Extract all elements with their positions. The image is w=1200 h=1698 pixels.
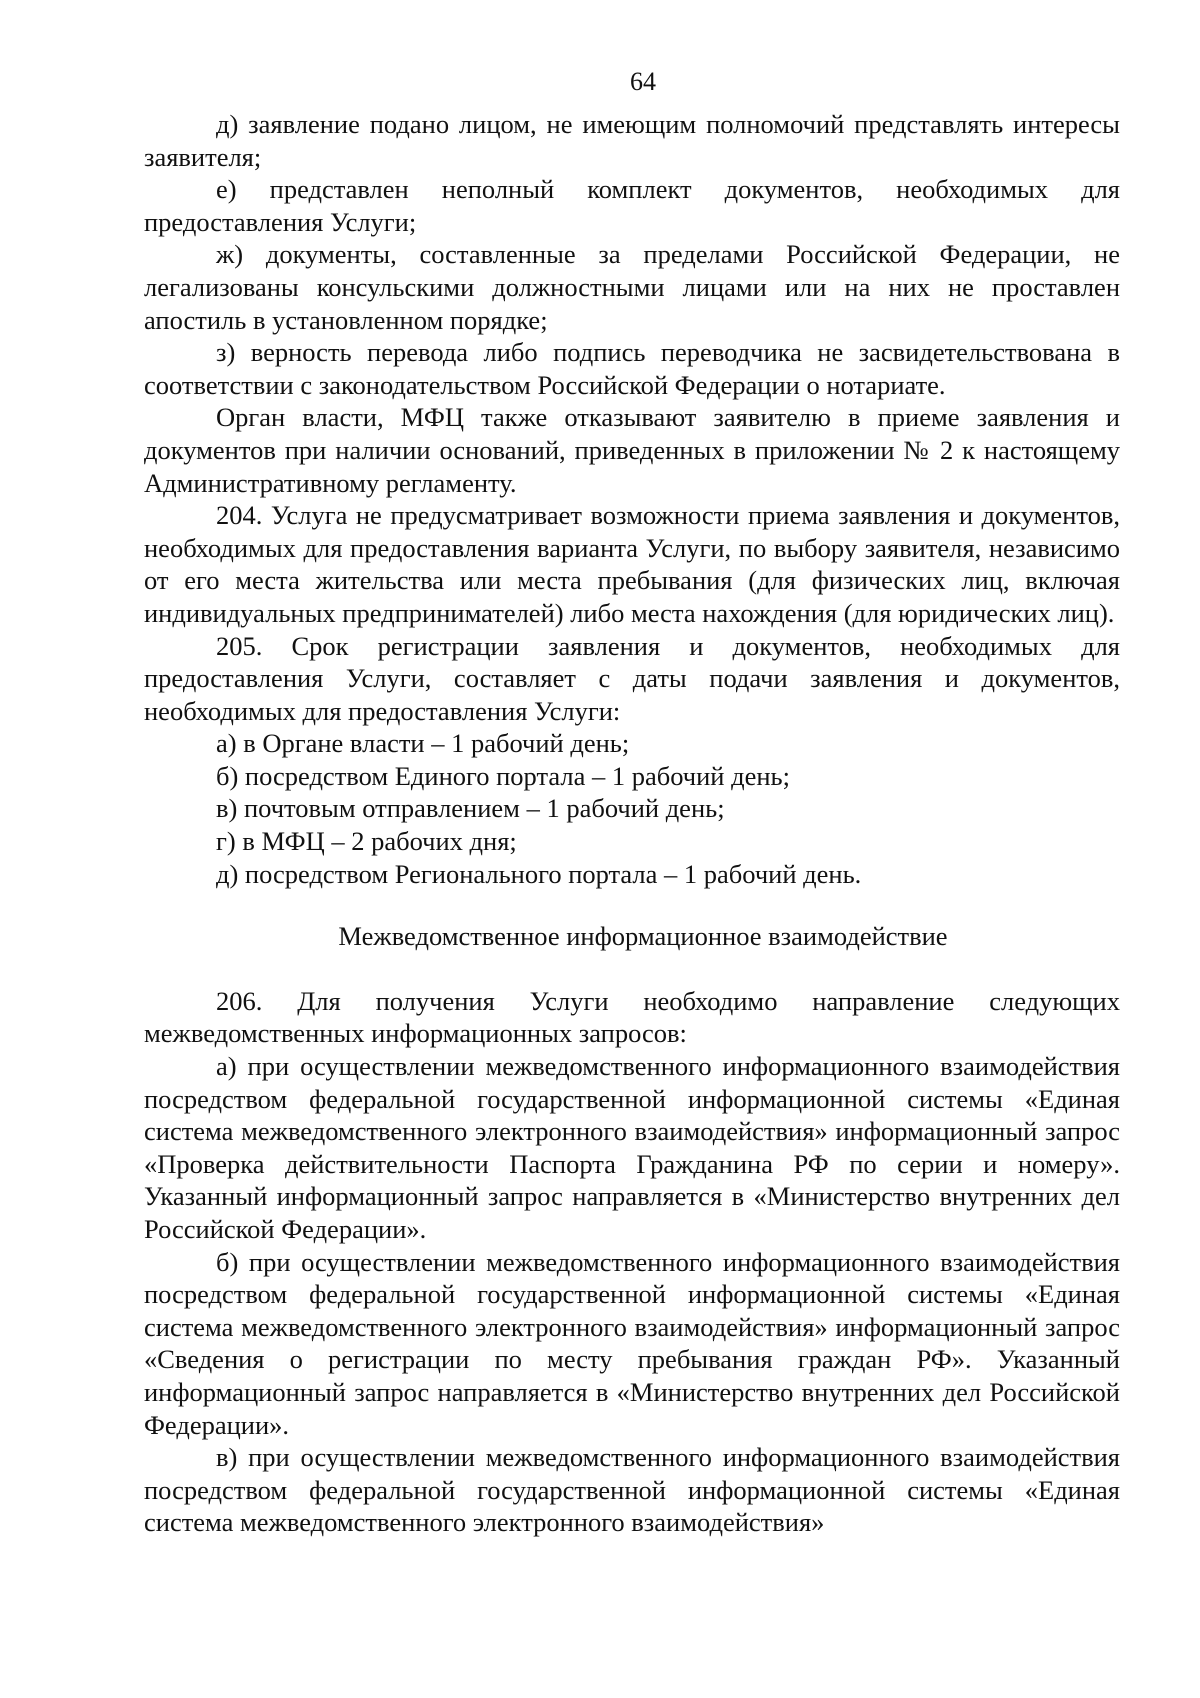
- page-number: 64: [630, 67, 656, 96]
- request-item-b: б) при осуществлении межведомственного информационного взаимодействия посредством федеральной государственной информационной системы «Единая система межведомственного электронного взаимодействия» информационный запрос «Сведения о регистрации по месту пребывания граждан РФ». Указанный информационный запрос направляется в «Министерство внутренних дел Российской Федерации».: [144, 1246, 1120, 1440]
- paragraph-e-incomplete: е) представлен неполный комплект документов, необходимых для предоставления Услуги;: [144, 174, 1120, 237]
- paragraph-zh-legalization: ж) документы, составленные за пределами Российской Федерации, не легализованы консульскими должностными лицами или на них не проставлен апостиль в установленном порядке;: [144, 239, 1120, 335]
- list-item-a: а) в Органе власти – 1 рабочий день;: [216, 728, 630, 759]
- list-item-b: б) посредством Единого портала – 1 рабочий день;: [216, 760, 790, 791]
- paragraph-206: 206. Для получения Услуги необходимо направление следующих межведомственных информационных запросов:: [144, 985, 1120, 1049]
- list-item-v: в) почтовым отправлением – 1 рабочий день;: [216, 793, 725, 824]
- request-item-v: в) при осуществлении межведомственного информационного взаимодействия посредством федеральной государственной информационной системы «Единая система межведомственного электронного взаимодействия»: [144, 1442, 1120, 1538]
- paragraph-z-translation: з) верность перевода либо подпись переводчика не засвидетельствована в соответствии с законодательством Российской Федерации о нотариате.: [144, 337, 1120, 400]
- request-item-a: а) при осуществлении межведомственного информационного взаимодействия посредством федеральной государственной информационной системы «Единая система межведомственного электронного взаимодействия» информационный запрос «Проверка действительности Паспорта Гражданина РФ по серии и номеру». Указанный информационный запрос направляется в «Министерство внутренних дел Российской Федерации».: [144, 1051, 1120, 1244]
- paragraph-d-unauthorized: д) заявление подано лицом, не имеющим полномочий представлять интересы заявителя;: [144, 109, 1120, 172]
- paragraph-204: 204. Услуга не предусматривает возможности приема заявления и документов, необходимых для предоставления варианта Услуги, по выбору заявителя, независимо от его места жительства или места пребывания (для физических лиц, включая индивидуальных предпринимателей) либо места нахождения (для юридических лиц).: [144, 500, 1120, 628]
- list-item-g: г) в МФЦ – 2 рабочих дня;: [216, 826, 517, 857]
- document-page: [144, 66, 1120, 1539]
- section-heading: Межведомственное информационное взаимодействие: [338, 921, 948, 952]
- list-item-d: д) посредством Регионального портала – 1 рабочий день.: [216, 858, 862, 889]
- paragraph-refusal-basis: Орган власти, МФЦ также отказывают заявителю в приеме заявления и документов при наличии оснований, приведенных в приложении № 2 к настоящему Административному регламенту.: [144, 402, 1120, 498]
- paragraph-205: 205. Срок регистрации заявления и документов, необходимых для предоставления Услуги, составляет с даты подачи заявления и документов, необходимых для предоставления Услуги:: [144, 630, 1120, 726]
